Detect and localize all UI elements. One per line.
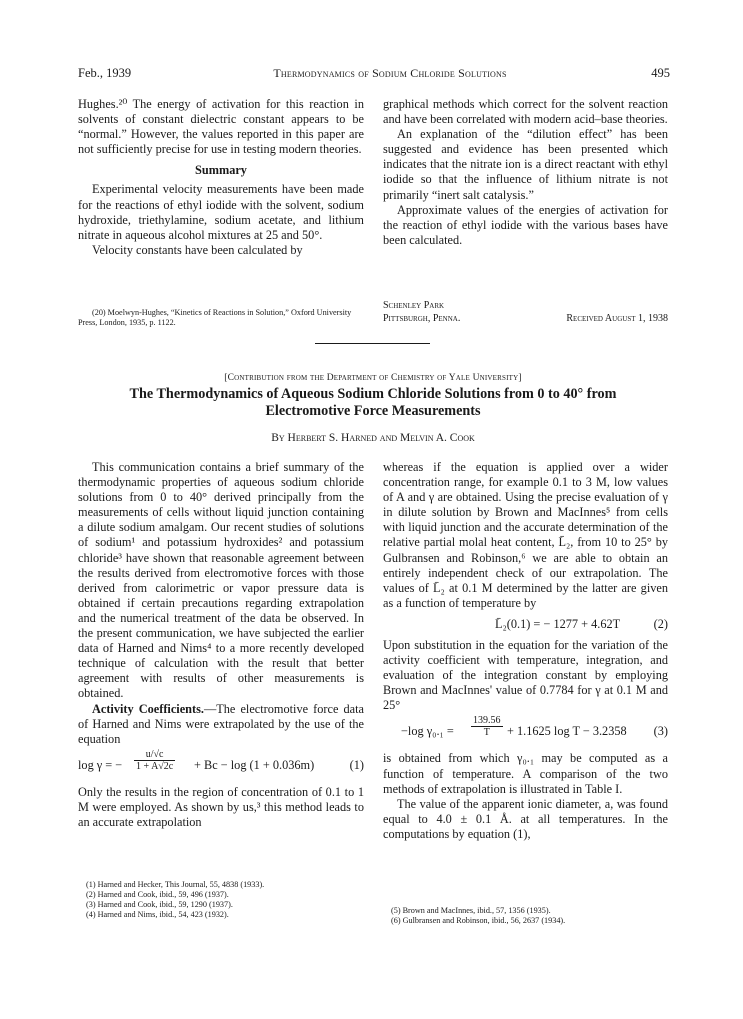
comparison-paragraph: is obtained from which γ₀.₁ may be computed as a function of temperature. A comparison of the two methods of extrapolation is illustrated in Table I. [383,751,668,796]
address-line-2: Pittsburgh, Penna. [383,313,461,324]
footnote-5: (5) Brown and MacInnes, ibid., 57, 1356 (1935). [391,906,551,915]
right-footnotes [391,906,671,926]
concentration-paragraph: Only the results in the region of concentration of 0.1 to 1 M were employed. As shown by us,³ this method leads to an accurate extrapolation [78,784,364,829]
article-title-line-2: Electromotive Force Measurements [265,403,481,419]
eq1-numerator: u/√c [134,749,175,761]
summary-paragraph: Experimental velocity measurements have been made for the reactions of ethyl iodide with the solvent, sodium hydroxide, triethylamine, sodium acetate, and lithium nitrate in aqueous alcohol mixtures at 25 and 50°. [78,182,364,242]
prev-right-paragraph: graphical methods which correct for the solvent reaction and have been correlated with modern acid–base theories. [383,97,668,127]
left-footnotes [86,880,366,920]
ionic-diameter-paragraph: The value of the apparent ionic diameter, a, was found equal to 4.0 ± 0.1 Å. at all temperatures. In the computations by equation (1), [383,796,668,841]
byline: By Herbert S. Harned and Melvin A. Cook [271,432,475,444]
prev-right-column [383,97,668,248]
footnote-3: (3) Harned and Cook, ibid., 59, 1290 (1937). [86,900,233,909]
article-left-column [78,460,364,830]
prev-right-paragraph-3: Approximate values of the energies of activation for the reaction of ethyl iodide with the various bases have been calculated. [383,202,668,247]
received-date: Received August 1, 1938 [566,313,668,324]
footnote-6: (6) Gulbransen and Robinson, ibid., 56, 2637 (1934). [391,916,566,925]
prev-left-paragraph: Hughes.²⁰ The energy of activation for this reaction in solvents of constant dielectric constant appears to be “normal.” However, the values reported in this paper are not sufficiently precise for use in testing modern theories. [78,97,364,157]
footnote-20 [78,308,368,328]
prev-left-column [78,97,364,258]
address-line-1: Schenley Park [383,300,445,311]
header-date: Feb., 1939 [78,66,132,80]
footnote-1: (1) Harned and Hecker, This Journal, 55, 4838 (1933). [86,880,265,889]
page-number: 495 [651,66,670,80]
footnote-text: (20) Moelwyn-Hughes, “Kinetics of Reactions in Solution,” Oxford University Press, London, 1935, p. 1122. [78,308,352,327]
eq1-fraction [134,749,175,773]
extrapolation-paragraph: whereas if the equation is applied over a wider concentration range, for example 0.1 to 3 M, low values of A and γ are obtained. Using the precise evaluation of γ in dilute solution by Brown and MacInnes⁵ from cells with liquid junction and the accurate determination of the relative partial molal heat content, L̄₂, from 10 to 25° by Gulbransen and Robinson,⁶ we are able to obtain an entirely independent check of our extrapolation. The values of L̄₂ at 0.1 M determined by the latter are given as a function of temperature by [383,460,668,610]
article-separator [315,343,430,344]
eq3-numerator: 139.56 [473,715,501,727]
equation-3 [383,715,668,749]
eq2-text: L̄₂(0.1) = − 1277 + 4.62T [495,616,621,631]
contribution-line: [Contribution from the Department of Chemistry of Yale University] [224,373,522,383]
eq1-number: (1) [349,757,364,772]
eq1-rest: + Bc − log (1 + 0.036m) [194,757,315,772]
prev-right-paragraph-2: An explanation of the “dilution effect” has been suggested and evidence has been presented which indicates that the nitrate ion is a direct reactant with ethyl iodide so that the influence of lithium nitrate is not primarily “inert salt catalysis.” [383,127,668,202]
summary-paragraph-continued: Velocity constants have been calculated by [92,242,303,257]
eq3-lhs: −log γ₀.₁ = [401,724,454,739]
eq2-number: (2) [653,616,668,631]
eq3-rest: + 1.1625 log T − 3.2358 [507,724,627,739]
summary-heading: Summary [195,163,247,178]
footnote-2: (2) Harned and Cook, ibid., 59, 496 (1937). [86,890,229,899]
eq3-number: (3) [653,724,668,739]
eq3-denominator: T [483,727,490,739]
activity-paragraph [78,702,364,747]
activity-text: —The electromotive force data of Harned and Nims were extrapolated by the use of the equation [78,701,364,746]
equation-1 [78,749,364,783]
substitution-paragraph: Upon substitution in the equation for the variation of the activity coefficient with temperature, integration, and evaluation of the integration constant by employing Brown and MacInnes' value of 0.7784 for γ at 0.1 M and 25° [383,637,668,713]
eq1-lhs: log γ = − [78,757,123,772]
running-title: Thermodynamics of Sodium Chloride Solutions [273,66,507,80]
footnote-4: (4) Harned and Nims, ibid., 54, 423 (1932). [86,910,229,919]
article-title-line-1: The Thermodynamics of Aqueous Sodium Chloride Solutions from 0 to 40° from [129,386,617,402]
intro-paragraph: This communication contains a brief summary of the thermodynamic properties of aqueous sodium chloride solutions from 0 to 40° derived principally from the measurements of cells without liquid junction containing a dilute sodium amalgam. Our recent studies of solutions of sodium¹ and potassium hydroxides² and potassium chloride³ have shown that reasonable agreement between the results derived from electromotive forces with those derived from calorimetric or vapor pressure data is obtained if certain precautions regarding extrapolation and the numerical treatment of the data be observed. In the present communication, we have subjected the earlier data of Harned and Nims⁴ to a more recently developed technique of calculation with the result that better agreement with results of other measurements is obtained. [78,460,364,701]
eq1-denominator: 1 + A√2c [136,760,174,772]
equation-2 [383,614,668,636]
eq3-fraction [471,715,503,739]
article-right-column [383,460,668,842]
activity-heading: Activity Coefficients. [92,701,204,716]
